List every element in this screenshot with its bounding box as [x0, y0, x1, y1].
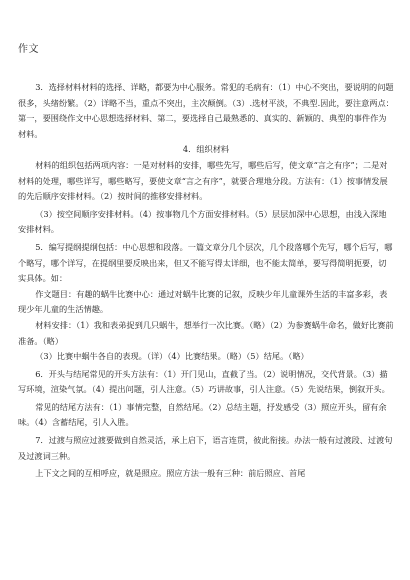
paragraph: 常见的结尾方法有：（1）事情完整，自然结尾。（2）总结主题，抒发感受（3）照应开头，留有余味。（4）含蓄结尾，引人入胜。 — [18, 401, 387, 428]
paragraph: 3．选择材料材料的选择、详略，都要为中心服务。常犯的毛病有：（1）中心不突出，要说明的问题很多，头绪纷繁。（2）详略不当，重点不突出，主次颠倒。（3）.选材平淡，不典型.因此，要注意两点：第一，要围绕作文中心思想选择材料、第二，要选择自己最熟悉的、真实的、新颖的、典型的事件作为材料。 — [18, 82, 394, 139]
document-body — [18, 80, 394, 482]
paragraph: （3）比赛中蜗牛各自的表现。（详）（4）比赛结果。（略）（5）结尾。（略） — [35, 351, 309, 362]
paragraph: 材料的组织包括两项内容：一是对材料的安排，哪些先写，哪些后写，使文章“言之有序”；二是对材料的处理，哪些详写，哪些略写，要使文章“言之有序”，就要合理地分段。方法有：（1）按事情发展的先后顺序安排材料。（2）按时间的推移安排材料。 — [18, 159, 388, 202]
paragraph: 6．开头与结尾常见的开头方法有：（1）开门见山，直截了当。（2）说明情况，交代背景。（3）描写环境，渲染气氛。（4）提出问题，引人注意。（5）巧讲故事，引人注意。（5）先说结果，倒叙开头。 — [18, 368, 390, 395]
paragraph: 上下文之间的互相呼应，就是照应。照应方法一般有三种：前后照应、首尾 — [35, 468, 306, 479]
paragraph: 材料安排：（1）我和表弟捉到几只蜗牛，想举行一次比赛。（略）（2）为参赛蜗牛命名，做好比赛前准备。（略） — [18, 319, 394, 346]
paragraph: 5．编写提纲提纲包括：中心思想和段落。一篇文章分几个层次，几个段落哪个先写，哪个后写，哪个略写，哪个详写，在提纲里要反映出来，但又不能写得太详细，也不能太简单，要写得简明扼要，切实具体。如： — [18, 241, 393, 284]
paragraph: 作文题目：有趣的蜗牛比赛中心：通过对蜗牛比赛的记叙，反映少年儿童课外生活的丰富多彩，表现少年儿童的生活情趣。 — [18, 288, 388, 315]
paragraph: （3）按空间顺序安排材料。（4）按事物几个方面安排材料。（5）层层加深中心思想，由浅入深地安排材料。 — [18, 208, 387, 235]
paragraph: 7．过渡与照应过渡要做到自然灵活，承上启下，语言连贯，彼此衔接。办法一般有过渡段、过渡句及过渡词三种。 — [18, 435, 393, 461]
page-header-title: 作文 — [18, 44, 39, 55]
section-heading: 4．组织材料 — [182, 144, 230, 155]
